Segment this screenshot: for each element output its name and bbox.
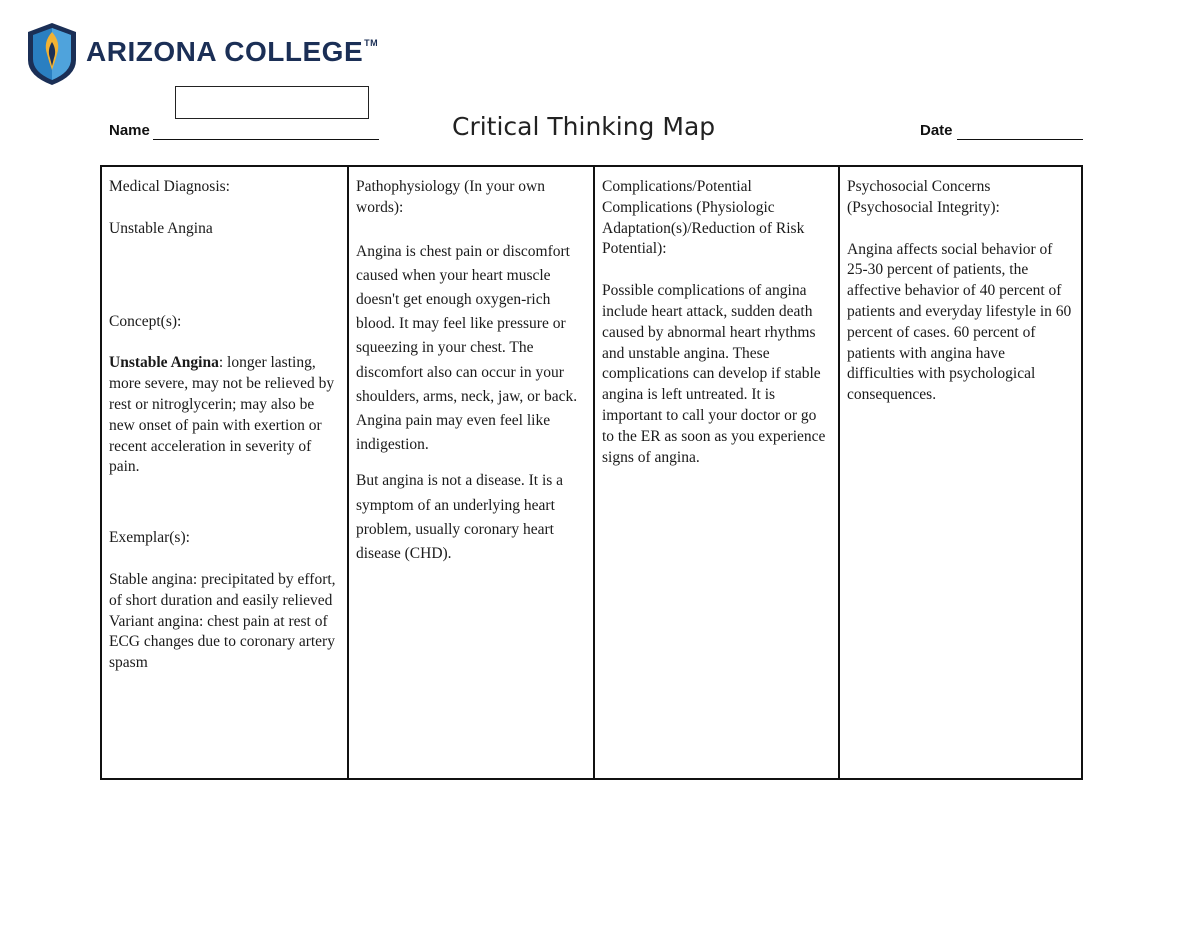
name-entry-box[interactable] xyxy=(175,86,369,119)
date-label: Date xyxy=(920,122,953,139)
date-underline[interactable] xyxy=(957,139,1083,140)
concepts-heading: Concept(s): xyxy=(109,312,182,330)
psychosocial-heading: Psychosocial Concerns (Psychosocial Integrity): xyxy=(847,178,1000,216)
name-underline[interactable] xyxy=(153,139,379,140)
complications-heading: Complications/Potential Complications (Physiologic Adaptation(s)/Reduction of Risk Potential): xyxy=(602,178,805,258)
arizona-college-logo xyxy=(26,22,386,88)
pathophysiology-heading: Pathophysiology (In your own words): xyxy=(356,178,546,216)
diagnosis-value: Unstable Angina xyxy=(109,219,213,237)
pathophysiology-column xyxy=(347,167,593,778)
complications-text: Possible complications of angina include heart attack, sudden death caused by abnormal heart rhythms and unstable angina. These complications can develop if stable angina is left untreated. It is important to call your doctor or go to the ER as soon as you experience signs of angina. xyxy=(602,282,826,466)
exemplar-variant-angina: Variant angina: chest pain at rest of ECG changes due to coronary artery spasm xyxy=(109,612,335,672)
medical-diagnosis-column xyxy=(102,167,347,778)
psychosocial-column xyxy=(838,167,1081,778)
concept-term: Unstable Angina xyxy=(109,354,219,372)
exemplar-stable-angina: Stable angina: precipitated by effort, of short duration and easily relieved xyxy=(109,570,336,609)
complications-column xyxy=(593,167,838,778)
pathophysiology-paragraph-1: Angina is chest pain or discomfort caused when your heart muscle doesn't get enough oxygen-rich blood. It may feel like pressure or squeezing in your chest. The discomfort also can occur in your shoulders, arms, neck, jaw, or back. Angina pain may even feel like indigestion. xyxy=(356,242,578,454)
medical-diagnosis-heading: Medical Diagnosis: xyxy=(109,178,230,195)
logo-wordmark: ARIZONA COLLEGE™ xyxy=(86,36,379,67)
concept-text-continued: rest or nitroglycerin; may also be new onset of pain with exertion or recent acceleration in severity of pain. xyxy=(109,395,322,476)
critical-thinking-map-table xyxy=(100,165,1083,780)
shield-flame-icon xyxy=(26,22,78,86)
concept-text: Unstable Angina: longer lasting, more severe, may not be relieved by xyxy=(109,354,335,393)
exemplars-heading: Exemplar(s): xyxy=(109,529,190,547)
name-label: Name xyxy=(109,122,150,139)
trademark-symbol: TM xyxy=(364,38,379,48)
pathophysiology-paragraph-2: But angina is not a disease. It is a symptom of an underlying heart problem, usually coronary heart disease (CHD). xyxy=(356,472,564,563)
page-title: Critical Thinking Map xyxy=(452,112,716,141)
psychosocial-text: Angina affects social behavior of 25-30 percent of patients, the affective behavior of 40 percent of patients and everyday lifestyle in 60 percent of cases. 60 percent of patients with angina have difficulties with psychological consequences. xyxy=(847,240,1072,404)
